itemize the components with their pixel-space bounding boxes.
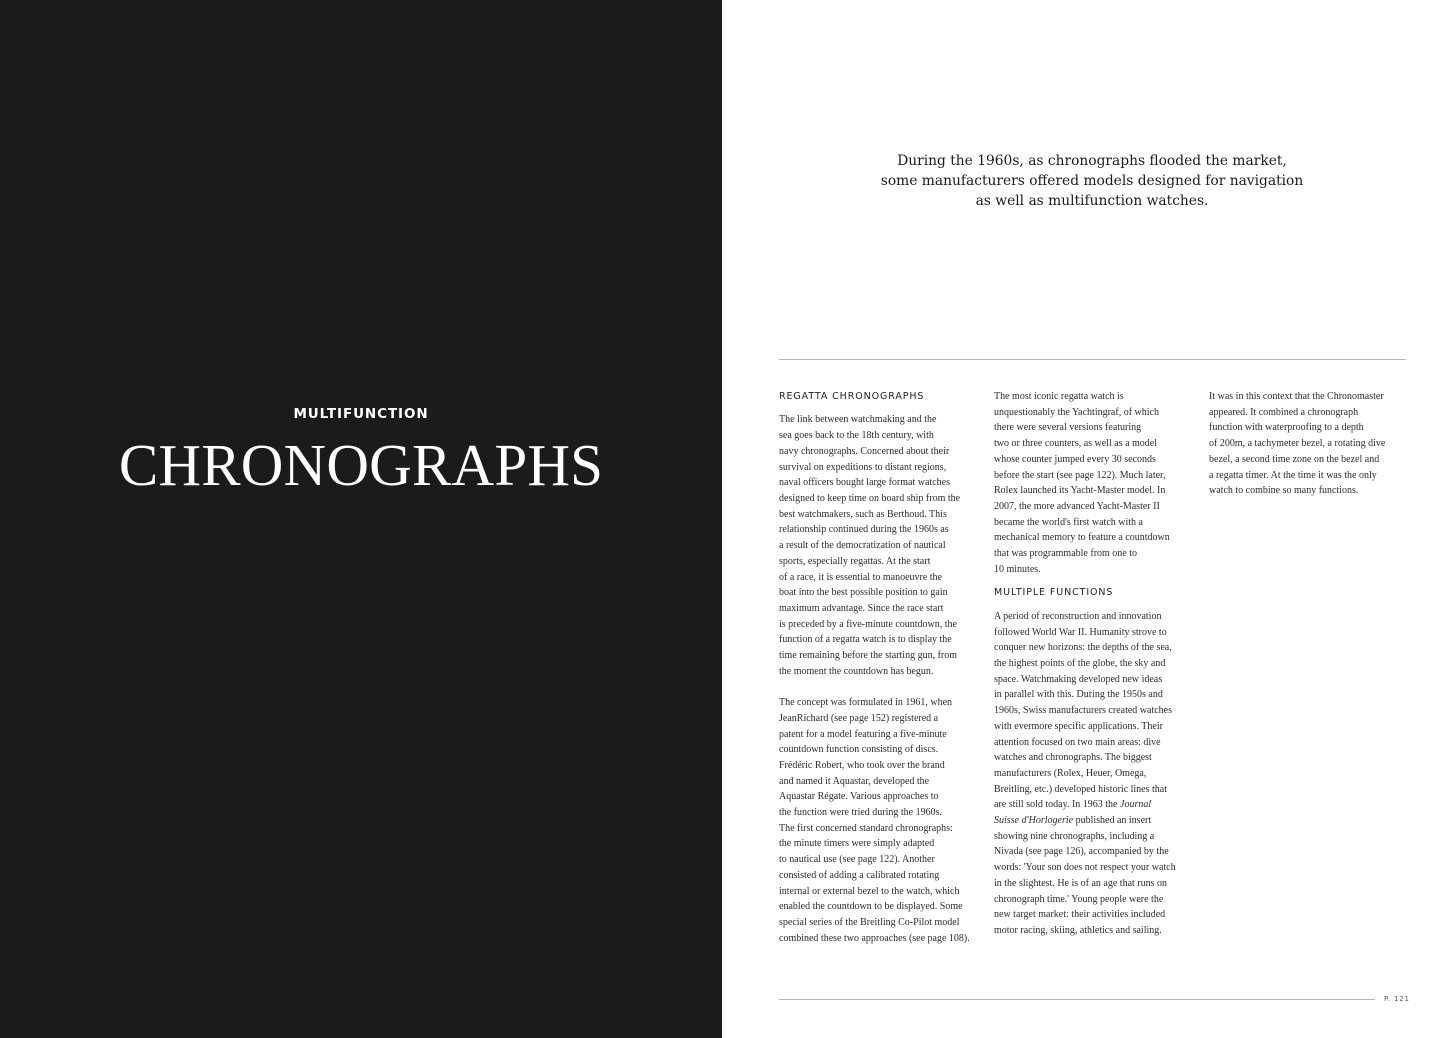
body-line: unquestionably the Yachtingraf, of which bbox=[994, 406, 1159, 418]
body-line: Frédéric Robert, who took over the brand bbox=[779, 759, 945, 771]
body-line: naval officers bought large format watches bbox=[779, 477, 950, 489]
body-line: that was programmable from one to bbox=[994, 548, 1138, 560]
body-line: bezel, a second time zone on the bezel and bbox=[1209, 453, 1380, 465]
page-number: P. 121 bbox=[1384, 995, 1410, 1003]
body-line: new target market: their activities included bbox=[994, 909, 1166, 921]
body-line: The first concerned standard chronographs: bbox=[779, 822, 953, 834]
body-line: the function were tried during the 1960s. bbox=[779, 807, 943, 819]
body-line: whose counter jumped every 30 seconds bbox=[994, 453, 1156, 465]
body-line: Breitling, etc.) developed historic lines that bbox=[994, 783, 1168, 795]
body-line bbox=[994, 813, 1199, 829]
body-line: and named it Aquastar, developed the bbox=[779, 775, 930, 787]
body-line: a regatta timer. At the time it was the only bbox=[1209, 469, 1377, 481]
body-line: showing nine chronographs, including a bbox=[994, 830, 1155, 842]
body-line: special series of the Breitling Co-Pilot model bbox=[779, 916, 960, 928]
body-line: boat into the best possible position to gain bbox=[779, 587, 948, 599]
body-line: space. Watchmaking developed new ideas bbox=[994, 673, 1163, 685]
intro-line: as well as multifunction watches. bbox=[975, 193, 1209, 209]
intro-line: During the 1960s, as chronographs flooded the market, bbox=[897, 153, 1287, 169]
body-line: internal or external bezel to the watch, which bbox=[779, 885, 960, 897]
body-line: became the world's first watch with a bbox=[994, 516, 1143, 528]
body-line: The most iconic regatta watch is bbox=[994, 391, 1124, 402]
body-line: consisted of adding a calibrated rotating bbox=[779, 869, 940, 881]
body-line: watch to combine so many functions. bbox=[1209, 485, 1359, 497]
body-line: two or three counters, as well as a model bbox=[994, 438, 1158, 450]
body-line: with evermore specific applications. Their bbox=[994, 720, 1163, 732]
chapter-title: CHRONOGRAPHS bbox=[118, 432, 604, 498]
body-line: A period of reconstruction and innovation bbox=[994, 610, 1162, 622]
body-line: JeanRichard (see page 152) registered a bbox=[779, 712, 939, 724]
body-line: It was in this context that the Chronomaster bbox=[1209, 391, 1384, 402]
body-paragraph bbox=[779, 412, 984, 679]
left-page-panel bbox=[0, 0, 722, 1038]
text-column-2 bbox=[994, 389, 1199, 939]
body-line: to nautical use (see page 122). Another bbox=[779, 854, 935, 866]
body-line: 2007, the more advanced Yacht-Master II bbox=[994, 500, 1160, 512]
intro-paragraph bbox=[722, 151, 1445, 211]
body-line: function of a regatta watch is to display the bbox=[779, 634, 952, 646]
body-line: words: 'Your son does not respect your watch bbox=[994, 862, 1176, 874]
body-line: combined these two approaches (see page 108). bbox=[779, 932, 970, 944]
body-line: designed to keep time on board ship from the bbox=[779, 493, 961, 504]
body-line: relationship continued during the 1960s as bbox=[779, 524, 949, 536]
intro-line: some manufacturers offered models designed for navigation bbox=[880, 173, 1304, 189]
body-line: enabled the countdown to be displayed. Some bbox=[779, 901, 963, 913]
body-line: in the slightest. He is of an age that runs on bbox=[994, 877, 1168, 889]
journal-title: Journal bbox=[1120, 799, 1152, 811]
body-line: before the start (see page 122). Much later, bbox=[994, 469, 1166, 481]
body-line: sea goes back to the 18th century, with bbox=[779, 430, 934, 442]
body-line: The link between watchmaking and the bbox=[779, 414, 937, 426]
body-line: Aquastar Régate. Various approaches to bbox=[779, 791, 939, 803]
journal-title: Suisse d'Horlogerie bbox=[994, 815, 1074, 827]
body-line: patent for a model featuring a five-minute bbox=[779, 728, 947, 740]
body-line: chronograph time.' Young people were the bbox=[994, 893, 1164, 905]
bottom-divider bbox=[779, 999, 1375, 1000]
body-line: a result of the democratization of nautical bbox=[779, 540, 946, 552]
top-divider bbox=[779, 359, 1406, 360]
body-line: of 200m, a tachymeter bezel, a rotating dive bbox=[1209, 438, 1386, 450]
body-line: the highest points of the globe, the sky and bbox=[994, 658, 1166, 670]
body-line: sports, especially regattas. At the start bbox=[779, 555, 931, 567]
body-line: followed World War II. Humanity strove to bbox=[994, 626, 1167, 638]
body-line: conquer new horizons: the depths of the sea, bbox=[994, 642, 1172, 654]
body-line: appeared. It combined a chronograph bbox=[1209, 406, 1359, 418]
body-paragraph bbox=[994, 389, 1199, 577]
body-line: there were several versions featuring bbox=[994, 422, 1142, 434]
body-line: the minute timers were simply adapted bbox=[779, 838, 935, 850]
body-line: navy chronographs. Concerned about their bbox=[779, 445, 950, 457]
text-column-3 bbox=[1209, 389, 1414, 499]
chapter-kicker: MULTIFUNCTION bbox=[293, 406, 429, 422]
section-heading: REGATTA CHRONOGRAPHS bbox=[779, 391, 925, 402]
body-line: is preceded by a five-minute countdown, the bbox=[779, 618, 957, 630]
body-paragraph bbox=[994, 609, 1199, 939]
body-line: 1960s, Swiss manufacturers created watches bbox=[994, 705, 1172, 717]
body-line: attention focused on two main areas: dive bbox=[994, 736, 1161, 748]
body-line: in parallel with this. During the 1950s and bbox=[994, 689, 1163, 701]
body-line: manufacturers (Rolex, Heuer, Omega, bbox=[994, 767, 1147, 779]
body-text: are still sold today. In 1963 the bbox=[994, 799, 1118, 811]
body-line: Nivada (see page 126), accompanied by the bbox=[994, 846, 1169, 858]
body-line: survival on expeditions to distant regions, bbox=[779, 461, 947, 473]
body-line: of a race, it is essential to manoeuvre the bbox=[779, 571, 942, 583]
text-column-1 bbox=[779, 389, 984, 946]
body-paragraph bbox=[1209, 389, 1414, 499]
body-line: mechanical memory to feature a countdown bbox=[994, 532, 1170, 544]
body-line: the moment the countdown has begun. bbox=[779, 665, 934, 677]
body-line: 10 minutes. bbox=[994, 563, 1041, 575]
body-paragraph bbox=[779, 695, 984, 946]
body-line: countdown function consisting of discs. bbox=[779, 744, 939, 756]
body-line: function with waterproofing to a depth bbox=[1209, 422, 1364, 434]
section-heading: MULTIPLE FUNCTIONS bbox=[994, 587, 1114, 599]
body-line: time remaining before the starting gun, from bbox=[779, 650, 958, 662]
body-line: maximum advantage. Since the race start bbox=[779, 602, 944, 614]
body-line: Rolex launched its Yacht-Master model. In bbox=[994, 485, 1166, 497]
body-line: motor racing, skiing, athletics and sailing. bbox=[994, 924, 1162, 936]
body-text: published an insert bbox=[1073, 815, 1152, 827]
body-line: The concept was formulated in 1961, when bbox=[779, 697, 953, 709]
body-line: watches and chronographs. The biggest bbox=[994, 752, 1152, 764]
body-line: best watchmakers, such as Berthoud. This bbox=[779, 508, 947, 520]
body-line bbox=[994, 797, 1199, 813]
